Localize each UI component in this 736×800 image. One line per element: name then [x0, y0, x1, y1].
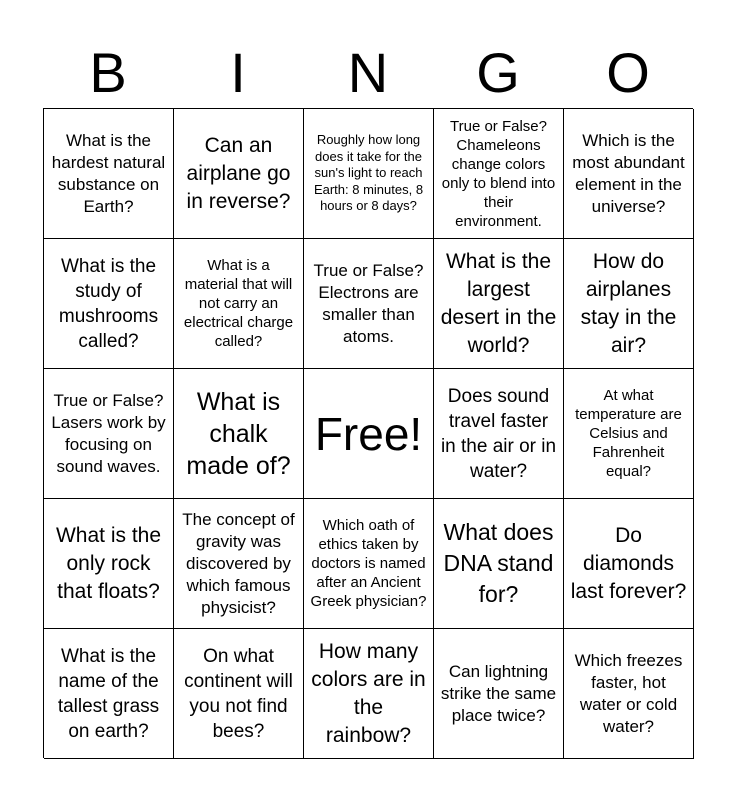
cell-text: How many colors are in the rainbow?	[311, 639, 426, 747]
cell-text: What is the only rock that floats?	[55, 523, 162, 603]
cell-text: Do diamonds last forever?	[570, 523, 687, 603]
bingo-header	[43, 38, 693, 108]
header-letter-g: G	[476, 41, 520, 104]
header-letter-i: I	[230, 41, 246, 104]
bingo-cell-r1c3	[304, 109, 434, 239]
bingo-cell-r5c3	[304, 629, 434, 759]
bingo-cell-r5c1	[44, 629, 174, 759]
cell-text: What is a material that will not carry an electrical charge called?	[183, 257, 294, 350]
cell-text: True or False? Chameleons change colors only to blend into their environment.	[441, 117, 556, 230]
header-letter-b: B	[89, 41, 127, 104]
bingo-cell-r4c2	[174, 499, 304, 629]
bingo-cell-r2c1	[44, 239, 174, 369]
bingo-cell-r1c4	[434, 109, 564, 239]
cell-text: Roughly how long does it take for the sun's light to reach Earth: 8 minutes, 8 hours or 8 days?	[313, 132, 424, 214]
cell-text: Can lightning strike the same place twice?	[440, 661, 557, 725]
bingo-cell-r3c5	[564, 369, 694, 499]
cell-text: True or False? Electrons are smaller than atoms.	[313, 260, 424, 346]
bingo-cell-r2c2	[174, 239, 304, 369]
cell-text: What is chalk made of?	[186, 387, 291, 480]
header-letter-n: N	[347, 41, 389, 104]
cell-text: True or False? Lasers work by focusing on sound waves.	[51, 390, 166, 476]
bingo-cell-free	[304, 369, 434, 499]
bingo-cell-r5c2	[174, 629, 304, 759]
bingo-card-grid	[43, 108, 693, 758]
cell-text: Does sound travel faster in the air or in water?	[440, 385, 557, 482]
bingo-cell-r4c4	[434, 499, 564, 629]
bingo-cell-r4c3	[304, 499, 434, 629]
cell-text: Can an airplane go in reverse?	[186, 133, 291, 213]
cell-text: Which oath of ethics taken by doctors is named after an Ancient Greek physician?	[310, 517, 427, 610]
bingo-cell-r2c5	[564, 239, 694, 369]
bingo-cell-r2c3	[304, 239, 434, 369]
cell-text: At what temperature are Celsius and Fahrenheit equal?	[575, 387, 682, 480]
free-space-text: Free!	[314, 407, 423, 460]
cell-text: The concept of gravity was discovered by which famous physicist?	[182, 509, 295, 617]
cell-text: What is the name of the tallest grass on earth?	[57, 645, 160, 742]
bingo-cell-r3c2	[174, 369, 304, 499]
bingo-cell-r2c4	[434, 239, 564, 369]
bingo-cell-r4c5	[564, 499, 694, 629]
bingo-cell-r1c1	[44, 109, 174, 239]
cell-text: What is the largest desert in the world?	[440, 249, 557, 357]
cell-text: What does DNA stand for?	[443, 519, 554, 607]
bingo-cell-r3c1	[44, 369, 174, 499]
bingo-cell-r5c5	[564, 629, 694, 759]
bingo-cell-r4c1	[44, 499, 174, 629]
bingo-cell-r1c5	[564, 109, 694, 239]
cell-text: On what continent will you not find bees?	[184, 645, 293, 742]
cell-text: What is the study of mushrooms called?	[58, 255, 159, 352]
header-letter-o: O	[606, 41, 650, 104]
cell-text: Which freezes faster, hot water or cold water?	[574, 650, 683, 736]
bingo-cell-r5c4	[434, 629, 564, 759]
cell-text: Which is the most abundant element in the universe?	[572, 130, 685, 216]
cell-text: How do airplanes stay in the air?	[580, 249, 677, 357]
bingo-cell-r3c4	[434, 369, 564, 499]
cell-text: What is the hardest natural substance on Earth?	[51, 130, 166, 216]
bingo-cell-r1c2	[174, 109, 304, 239]
